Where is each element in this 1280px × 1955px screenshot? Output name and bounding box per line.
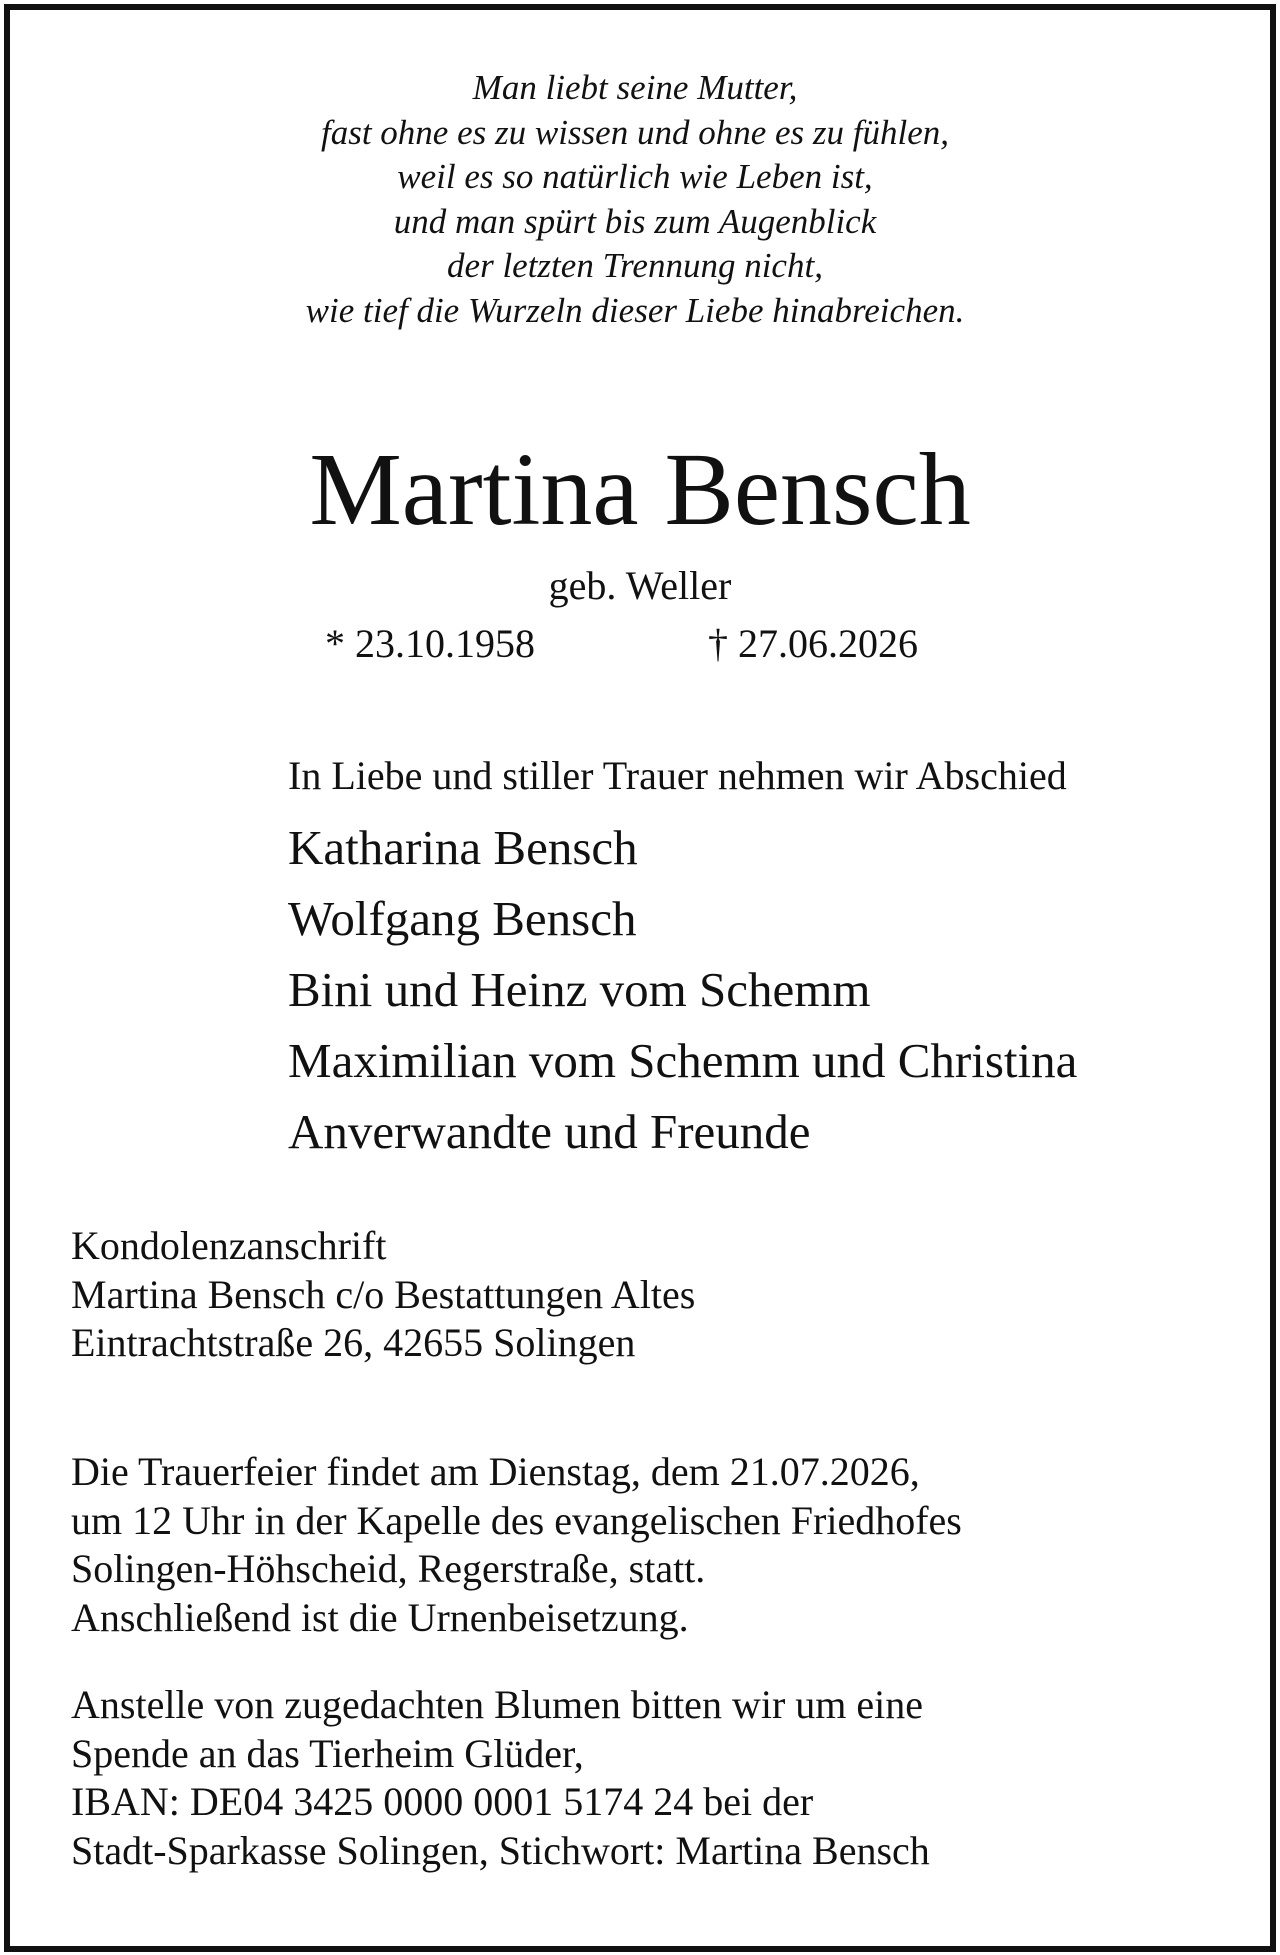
mourner-name: Anverwandte und Freunde	[288, 1104, 811, 1159]
ceremony-notice	[71, 1448, 962, 1642]
maiden-name: geb. Weller	[548, 563, 732, 608]
condolence-line: Martina Bensch c/o Bestattungen Altes	[71, 1271, 696, 1317]
poem	[0, 66, 1270, 333]
mourner-name: Katharina Bensch	[288, 820, 638, 875]
poem-line: und man spürt bis zum Augenblick	[393, 201, 877, 241]
mourner-list	[288, 812, 1077, 1167]
birth-date: * 23.10.1958	[325, 621, 535, 666]
poem-line: fast ohne es zu wissen und ohne es zu fühlen,	[320, 112, 950, 152]
ceremony-line: Anschließend ist die Urnenbeisetzung.	[71, 1594, 689, 1640]
mourner-name: Bini und Heinz vom Schemm	[288, 962, 871, 1017]
mourner-name: Maximilian vom Schemm und Christina	[288, 1033, 1078, 1088]
donation-line: Spende an das Tierheim Glüder,	[71, 1730, 584, 1776]
ceremony-line: um 12 Uhr in der Kapelle des evangelischen Friedhofes	[71, 1497, 962, 1543]
donation-notice	[71, 1681, 930, 1875]
mourning-intro: In Liebe und stiller Trauer nehmen wir Abschied	[288, 753, 1067, 798]
donation-line: Stadt-Sparkasse Solingen, Stichwort: Martina Bensch	[71, 1827, 930, 1873]
donation-line: Anstelle von zugedachten Blumen bitten wir um eine	[71, 1682, 923, 1727]
poem-line: Man liebt seine Mutter,	[472, 68, 798, 107]
poem-line: wie tief die Wurzeln dieser Liebe hinabreichen.	[305, 290, 965, 330]
condolence-line: Eintrachtstraße 26, 42655 Solingen	[71, 1320, 636, 1365]
mourner-name: Wolfgang Bensch	[288, 891, 637, 946]
death-date: † 27.06.2026	[708, 621, 918, 666]
condolence-line: Kondolenzanschrift	[71, 1223, 387, 1268]
poem-line: weil es so natürlich wie Leben ist,	[397, 157, 873, 196]
deceased-name: Martina Bensch	[309, 432, 971, 547]
condolence-address	[71, 1222, 695, 1368]
donation-line: IBAN: DE04 3425 0000 0001 5174 24 bei der	[71, 1779, 814, 1824]
ceremony-line: Die Trauerfeier findet am Dienstag, dem 21.07.2026,	[71, 1449, 920, 1494]
poem-line: der letzten Trennung nicht,	[447, 246, 823, 285]
ceremony-line: Solingen-Höhscheid, Regerstraße, statt.	[71, 1546, 706, 1591]
